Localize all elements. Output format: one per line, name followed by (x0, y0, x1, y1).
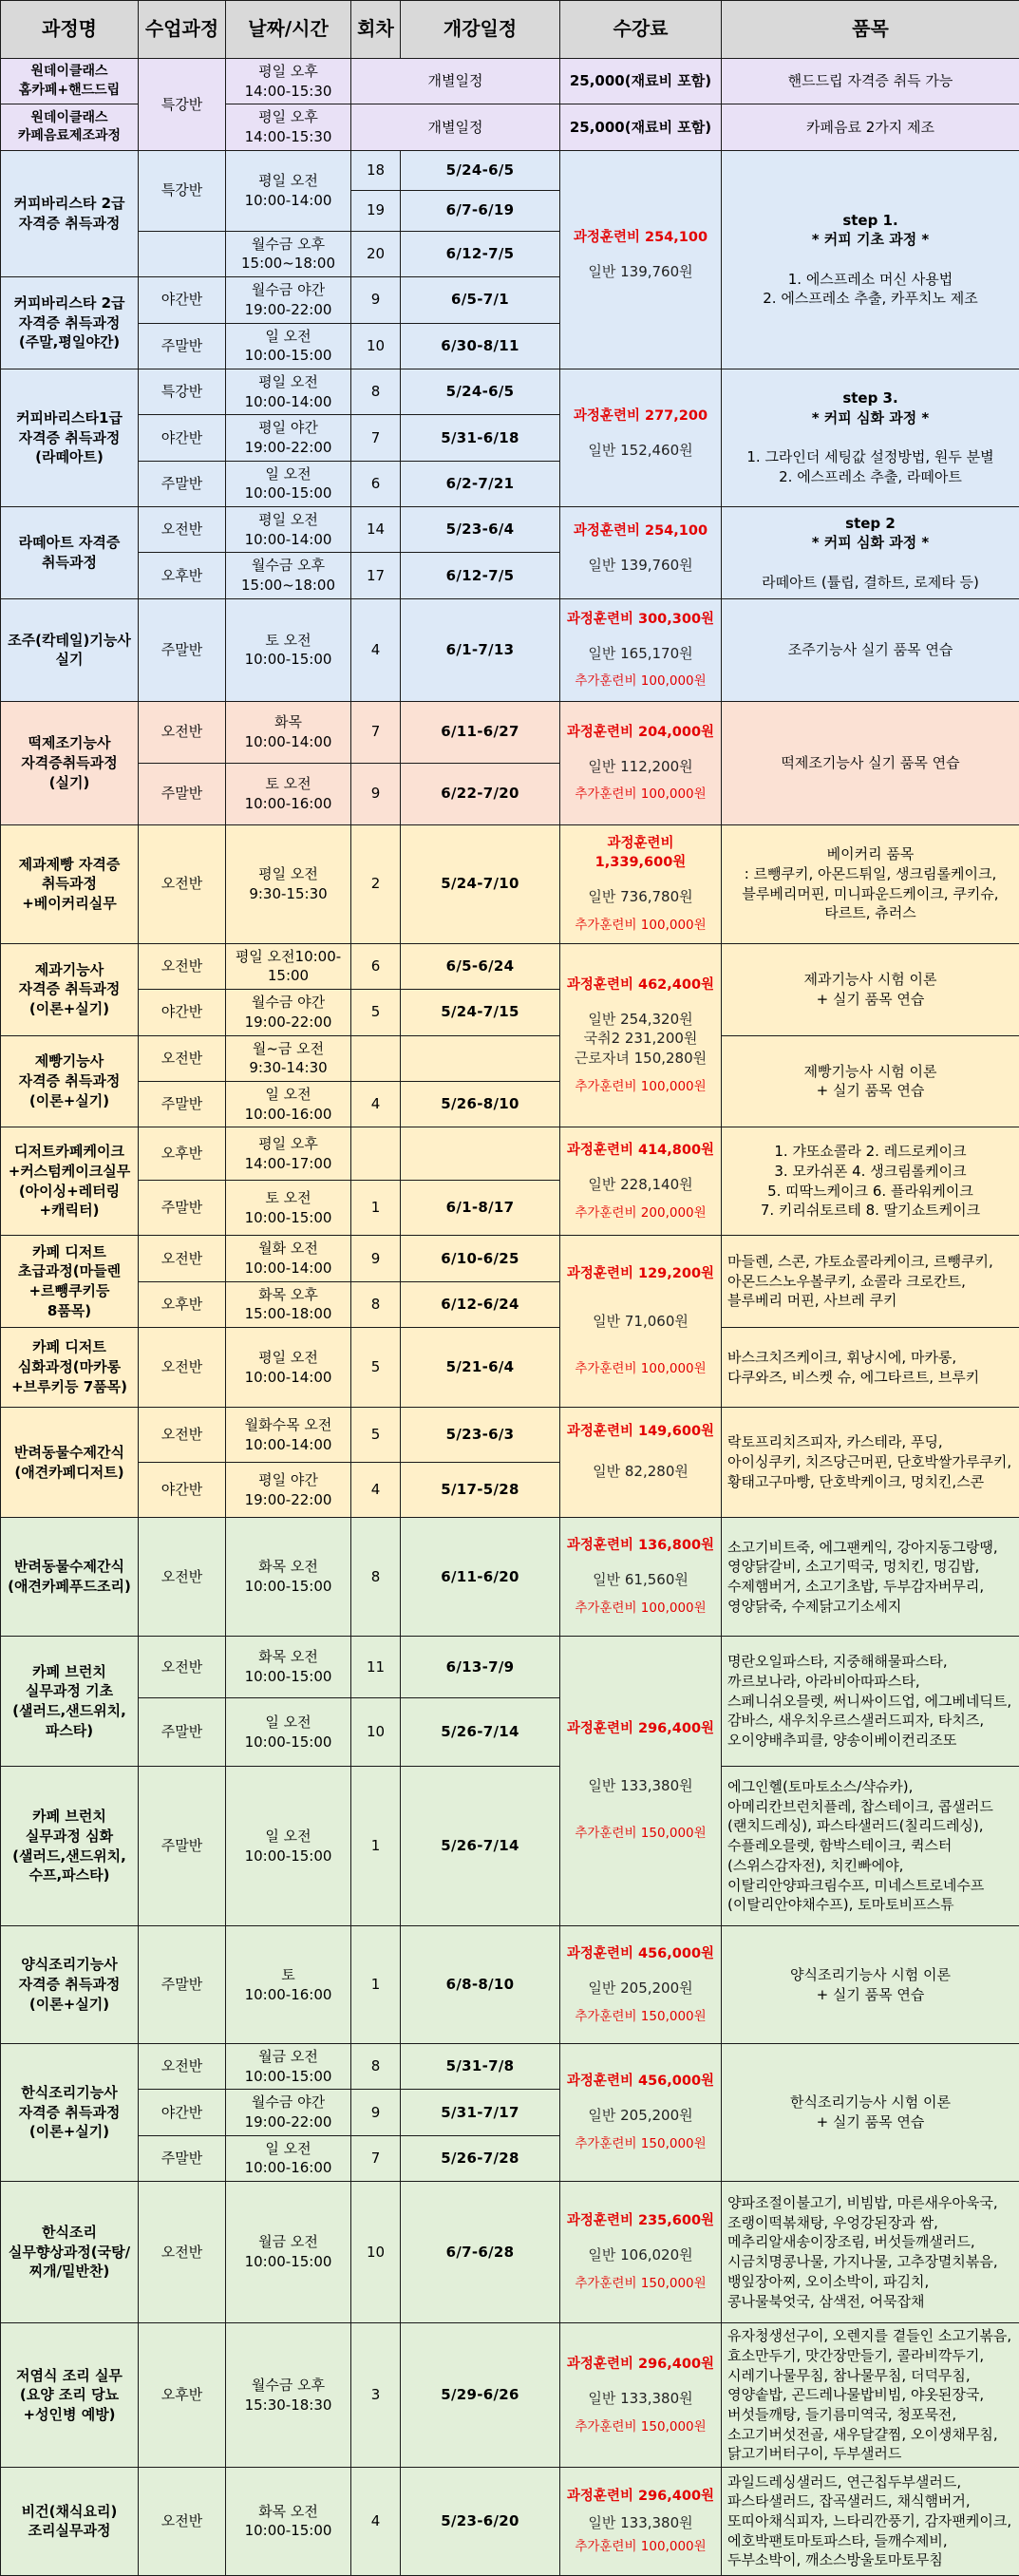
items-cell (722, 507, 1019, 599)
fee-cell (560, 701, 722, 824)
fee-cell (560, 1518, 722, 1637)
items-cell: 1. 갸또쇼콜라 2. 레드로케이크 3. 모카쉬폰 4. 생크림롤케이크 5. 띠딱느케이크 6. 플라워케이크 7. 키리쉬토르테 8. 딸기쇼트케이크 (722, 1127, 1019, 1236)
session-count: 4 (351, 1081, 401, 1127)
session-count: 1 (351, 1181, 401, 1236)
table-row (1, 1926, 1019, 2044)
class-type (139, 231, 226, 276)
fee-cell (560, 1408, 722, 1518)
header-datetime: 날짜/시간 (226, 1, 351, 59)
fee-cell (560, 2323, 722, 2468)
class-type: 오전반 (139, 1637, 226, 1698)
fee-training: 과정훈련비 254,100 (564, 228, 717, 247)
fee-training: 과정훈련비 149,600원 (564, 1422, 717, 1441)
course-name: 커피바리스타1급 자격증 취득과정 (라떼아트) (1, 369, 139, 506)
table-row (1, 1767, 1019, 1926)
fee-training: 과정훈련비 456,000원 (564, 2072, 717, 2091)
session-count: 11 (351, 1637, 401, 1698)
start-period: 6/7-6/28 (401, 2182, 560, 2323)
fee-general: 일반 106,020원 (564, 2245, 717, 2265)
class-type: 오전반 (139, 2182, 226, 2323)
fee-training: 과정훈련비 235,600원 (564, 2211, 717, 2230)
class-type: 오전반 (139, 2467, 226, 2575)
start-period: 6/7-6/19 (401, 190, 560, 231)
table-row (1, 598, 1019, 701)
items-cell: 바스크치즈케이크, 휘낭시에, 마카롱, 다쿠와즈, 비스켓 슈, 에그타르트, 브루키 (722, 1328, 1019, 1408)
start-period: 6/2-7/21 (401, 461, 560, 506)
class-datetime: 월~금 오전 9:30-14:30 (226, 1035, 351, 1081)
class-type: 주말반 (139, 461, 226, 506)
fee-training: 과정훈련비 300,300원 (564, 610, 717, 629)
class-datetime: 토 오전 10:00-15:00 (226, 598, 351, 701)
session-count: 7 (351, 415, 401, 461)
items-cell: 소고기비트죽, 에그팬케익, 강아지동그랑땡, 영양닭갈비, 소고기떡국, 멍치킨, 멍김밥, 수제햄버거, 소고기초밥, 두부감자버무리, 영양닭죽, 수제닭고기소세지 (722, 1518, 1019, 1637)
class-type: 오전반 (139, 824, 226, 943)
session-count: 20 (351, 231, 401, 276)
fee-general: 일반 112,200원 (564, 757, 717, 777)
start-period: 5/23-6/3 (401, 1408, 560, 1463)
class-type: 오후반 (139, 1281, 226, 1327)
fee-cell (560, 1236, 722, 1408)
session-count: 19 (351, 190, 401, 231)
class-type: 오전반 (139, 1408, 226, 1463)
start-period: 5/26-8/10 (401, 1081, 560, 1127)
fee-cell (560, 150, 722, 369)
start-period: 5/31-6/18 (401, 415, 560, 461)
session-count: 8 (351, 369, 401, 414)
session-count: 9 (351, 277, 401, 323)
items-cell: 카페음료 2가지 제조 (722, 104, 1019, 150)
class-datetime: 화목 오후 15:00-18:00 (226, 1281, 351, 1327)
class-type: 오전반 (139, 943, 226, 989)
class-datetime: 토 오전 10:00-16:00 (226, 763, 351, 824)
table-row (1, 1236, 1019, 1281)
header-items: 품목 (722, 1, 1019, 59)
fee-general: 일반 736,780원 (564, 887, 717, 907)
class-type: 주말반 (139, 1181, 226, 1236)
session-count: 4 (351, 2467, 401, 2575)
fee-general: 일반 133,380원 (564, 2513, 717, 2533)
table-row (1, 824, 1019, 943)
fee-general: 일반 139,760원 (564, 556, 717, 576)
items-cell: 유자청생선구이, 오렌지를 곁들인 소고기볶음, 효소만두기, 맛간장만들기, 콜라비깍두기, 시레기나물무침, 참나물무침, 더덕무침, 영양솥밥, 곤드레나물밥비빔, 야옷된장국, 버섯들깨탕, 들기름미역국, 청포묵전, 소고기버섯전골, 새우달걀찜, 오이생채무침, 닭고기버터구이, 두부샐러드 (722, 2323, 1019, 2468)
class-type: 야간반 (139, 415, 226, 461)
start-period: 5/23-6/20 (401, 2467, 560, 2575)
fee-training: 과정훈련비 414,800원 (564, 1141, 717, 1160)
fee-extra: 추가훈련비 100,000원 (564, 917, 717, 935)
start-period (401, 1035, 560, 1081)
table-row (1, 701, 1019, 763)
fee-training: 과정훈련비 1,339,600원 (564, 834, 717, 872)
fee-general: 일반 133,380원 (564, 1776, 717, 1796)
course-name: 반려동물수제간식 (애견카페디저트) (1, 1408, 139, 1518)
items-cell (722, 150, 1019, 369)
class-datetime: 평일 오후 14:00-15:30 (226, 59, 351, 104)
course-name: 원데이클래스 홈카페+핸드드립 (1, 59, 139, 104)
session-count: 14 (351, 507, 401, 553)
class-datetime: 월수금 야간 19:00-22:00 (226, 990, 351, 1035)
items-body: 라떼아트 (튤립, 결하트, 로제타 등) (726, 573, 1015, 593)
fee-extra: 추가훈련비 100,000원 (564, 1600, 717, 1618)
class-datetime: 평일 야간 19:00-22:00 (226, 415, 351, 461)
class-datetime: 평일 오전 10:00-14:00 (226, 150, 351, 231)
fee-cell: 25,000(재료비 포함) (560, 104, 722, 150)
start-period: 6/11-6/27 (401, 701, 560, 763)
fee-extra: 추가훈련비 100,000원 (564, 786, 717, 804)
fee-training: 과정훈련비 254,100 (564, 521, 717, 540)
fee-general: 일반 152,460원 (564, 441, 717, 461)
session-count: 5 (351, 1328, 401, 1408)
fee-cell (560, 507, 722, 599)
class-datetime: 일 오전 10:00-15:00 (226, 323, 351, 369)
course-name: 떡제조기능사 자격증취득과정(실기) (1, 701, 139, 824)
course-name: 저염식 조리 실무 (요양 조리 당뇨+성인병 예방) (1, 2323, 139, 2468)
items-cell: 제과기능사 시험 이론 + 실기 품목 연습 (722, 943, 1019, 1035)
session-count: 17 (351, 553, 401, 598)
items-cell: 마들렌, 스콘, 갸토쇼콜라케이크, 르뺑쿠키, 아몬드스노우볼쿠키, 쇼콜라 크로칸트, 블루베리 머핀, 사브레 쿠키 (722, 1236, 1019, 1328)
session-count (351, 1035, 401, 1081)
fee-general: 일반 254,320원 국취2 231,200원 근로자녀 150,280원 (564, 1010, 717, 1069)
start-period: 5/24-6/5 (401, 150, 560, 190)
table-row (1, 2044, 1019, 2090)
course-name: 제과제빵 자격증 취득과정+베이커리실무 (1, 824, 139, 943)
session-count: 10 (351, 1698, 401, 1767)
header-fee: 수강료 (560, 1, 722, 59)
session-count: 7 (351, 701, 401, 763)
fee-training: 과정훈련비 296,400원 (564, 2487, 717, 2506)
fee-training: 과정훈련비 456,000원 (564, 1944, 717, 1963)
class-datetime: 화목 10:00-14:00 (226, 701, 351, 763)
course-name: 라떼아트 자격증 취득과정 (1, 507, 139, 599)
session-count: 4 (351, 1463, 401, 1518)
course-name: 카페 브런치 실무과정 심화(샐러드,샌드위치,수프,파스타) (1, 1767, 139, 1926)
fee-general: 일반 205,200원 (564, 2106, 717, 2126)
table-row (1, 1127, 1019, 1181)
start-period: 5/31-7/17 (401, 2090, 560, 2135)
fee-training: 과정훈련비 296,400원 (564, 1719, 717, 1738)
session-count: 9 (351, 1236, 401, 1281)
class-type: 야간반 (139, 1463, 226, 1518)
session-count: 1 (351, 1767, 401, 1926)
class-datetime: 월화수목 오전 10:00-14:00 (226, 1408, 351, 1463)
session-count: 5 (351, 1408, 401, 1463)
course-name: 제과기능사 자격증 취득과정 (이론+실기) (1, 943, 139, 1035)
fee-extra: 추가훈련비 150,000원 (564, 2008, 717, 2026)
header-session: 회차 (351, 1, 401, 59)
fee-general: 일반 165,170원 (564, 644, 717, 664)
fee-general: 일반 228,140원 (564, 1175, 717, 1195)
class-datetime: 일 오전 10:00-15:00 (226, 1767, 351, 1926)
items-title: step 3. * 커피 심화 과정 * (726, 388, 1015, 427)
class-datetime: 토 10:00-16:00 (226, 1926, 351, 2044)
start-period (401, 1127, 560, 1181)
class-type: 오후반 (139, 553, 226, 598)
start-period: 6/12-6/24 (401, 1281, 560, 1327)
fee-extra: 추가훈련비 100,000원 (564, 672, 717, 691)
start-period: 6/8-8/10 (401, 1926, 560, 2044)
session-count: 2 (351, 824, 401, 943)
class-type: 특강반 (139, 369, 226, 414)
class-type: 오전반 (139, 2044, 226, 2090)
items-cell: 제빵기능사 시험 이론 + 실기 품목 연습 (722, 1035, 1019, 1127)
start-period: 6/1-8/17 (401, 1181, 560, 1236)
fee-general: 일반 82,280원 (564, 1462, 717, 1482)
items-cell: 과일드레싱샐러드, 연근칩두부샐러드, 파스타샐러드, 잡곡샐러드, 채식햄버거, 또띠아채식피자, 느타리깐풍기, 감자팬케이크, 에호박팬토마토파스타, 들깨수제비, 두부소박이, 깨소스방울토마토무침 (722, 2467, 1019, 2575)
table-row (1, 943, 1019, 989)
start-period: 6/10-6/25 (401, 1236, 560, 1281)
class-datetime: 평일 오전 9:30-15:30 (226, 824, 351, 943)
start-period: 5/24-7/10 (401, 824, 560, 943)
table-row (1, 1328, 1019, 1408)
session-count: 10 (351, 323, 401, 369)
session-count: 1 (351, 1926, 401, 2044)
class-type: 주말반 (139, 323, 226, 369)
class-type: 특강반 (139, 59, 226, 151)
items-cell: 에그인헬(토마토소스/샥슈카), 아메리칸브런치플레, 찹스테이크, 콥샐러드(랜치드레싱), 파스타샐러드(칠리드레싱), 수플레오믈렛, 함박스테이크, 퀵스터(스위스감자전), 치킨빠에야, 이탈리안양파크림수프, 미네스트로네수프(이탈리안야채수프), 토마토비프스튜 (722, 1767, 1019, 1926)
class-datetime: 일 오전 10:00-16:00 (226, 1081, 351, 1127)
table-row (1, 150, 1019, 190)
class-type: 야간반 (139, 2090, 226, 2135)
session-count (351, 1127, 401, 1181)
start-period: 5/26-7/14 (401, 1698, 560, 1767)
session-count: 8 (351, 1518, 401, 1637)
class-datetime: 월수금 야간 19:00-22:00 (226, 2090, 351, 2135)
fee-general: 일반 133,380원 (564, 2389, 717, 2409)
header-course: 과정명 (1, 1, 139, 59)
fee-extra: 추가훈련비 200,000원 (564, 1204, 717, 1222)
class-type: 주말반 (139, 1698, 226, 1767)
class-datetime: 토 오전 10:00-15:00 (226, 1181, 351, 1236)
course-name: 반려동물수제간식 (애견카페푸드조리) (1, 1518, 139, 1637)
start-period: 6/12-7/5 (401, 553, 560, 598)
items-title: step 1. * 커피 기초 과정 * (726, 211, 1015, 250)
start-period: 5/29-6/26 (401, 2323, 560, 2468)
course-name: 제빵기능사 자격증 취득과정 (이론+실기) (1, 1035, 139, 1127)
fee-training: 과정훈련비 204,000원 (564, 723, 717, 742)
items-cell: 떡제조기능사 실기 품목 연습 (722, 701, 1019, 824)
class-type: 오전반 (139, 507, 226, 553)
class-datetime: 평일 오전 10:00-14:00 (226, 369, 351, 414)
table-row (1, 1637, 1019, 1698)
class-datetime: 월수금 야간 19:00-22:00 (226, 277, 351, 323)
fee-cell (560, 2044, 722, 2182)
class-type: 주말반 (139, 1926, 226, 2044)
class-type: 오후반 (139, 1127, 226, 1181)
class-datetime: 일 오전 10:00-16:00 (226, 2135, 351, 2181)
class-datetime: 평일 야간 19:00-22:00 (226, 1463, 351, 1518)
header-row (1, 1, 1019, 59)
fee-cell (560, 1127, 722, 1236)
fee-cell (560, 943, 722, 1127)
class-type: 오전반 (139, 1236, 226, 1281)
class-type: 주말반 (139, 1767, 226, 1926)
header-period: 개강일정 (401, 1, 560, 59)
course-name: 양식조리기능사 자격증 취득과정(이론+실기) (1, 1926, 139, 2044)
items-cell: 한식조리기능사 시험 이론 + 실기 품목 연습 (722, 2044, 1019, 2182)
fee-extra: 추가훈련비 150,000원 (564, 2418, 717, 2436)
fee-cell (560, 1637, 722, 1926)
items-body: 1. 에스프레소 머신 사용법 2. 에스프레소 추출, 카푸치노 제조 (726, 270, 1015, 309)
class-type: 특강반 (139, 150, 226, 231)
class-datetime: 평일 오전 10:00-14:00 (226, 507, 351, 553)
start-period: 6/5-6/24 (401, 943, 560, 989)
class-type: 야간반 (139, 277, 226, 323)
table-row (1, 2182, 1019, 2323)
start-period: 5/23-6/4 (401, 507, 560, 553)
items-cell: 락토프리치즈피자, 카스테라, 푸딩, 아이싱쿠키, 치즈당근머핀, 단호박쌀가루쿠키, 황태고구마빵, 단호박케이크, 멍치킨,스콘 (722, 1408, 1019, 1518)
start-period: 6/30-8/11 (401, 323, 560, 369)
course-name: 카페 브런치 실무과정 기초(샐러드,샌드위치,파스타) (1, 1637, 139, 1767)
fee-extra: 추가훈련비 150,000원 (564, 2275, 717, 2293)
class-datetime: 화목 오전 10:00-15:00 (226, 2467, 351, 2575)
start-period: 6/11-6/20 (401, 1518, 560, 1637)
fee-cell (560, 2182, 722, 2323)
items-cell: 베이커리 품목 : 르뺑쿠키, 아몬드튀일, 생크림롤케이크, 블루베리머핀, 미니파운드케이크, 쿠키슈, 타르트, 츄러스 (722, 824, 1019, 943)
start-period: 개별일정 (351, 104, 560, 150)
class-type: 오전반 (139, 1518, 226, 1637)
fee-cell (560, 824, 722, 943)
start-period: 개별일정 (351, 59, 560, 104)
fee-training: 과정훈련비 136,800원 (564, 1536, 717, 1555)
fee-extra: 추가훈련비 150,000원 (564, 1825, 717, 1843)
header-type: 수업과정 (139, 1, 226, 59)
session-count: 9 (351, 2090, 401, 2135)
class-datetime: 화목 오전 10:00-15:00 (226, 1518, 351, 1637)
class-datetime: 평일 오전 10:00-14:00 (226, 1328, 351, 1408)
start-period: 5/21-6/4 (401, 1328, 560, 1408)
class-datetime: 월수금 오후 15:30-18:30 (226, 2323, 351, 2468)
start-period: 6/13-7/9 (401, 1637, 560, 1698)
course-name: 조주(칵테일)기능사 실기 (1, 598, 139, 701)
session-count: 3 (351, 2323, 401, 2468)
fee-extra: 추가훈련비 100,000원 (564, 1360, 717, 1378)
start-period: 6/5-7/1 (401, 277, 560, 323)
course-name: 카페 디저트 초급과정(마들렌+르뺑쿠키등 8품목) (1, 1236, 139, 1328)
start-period: 6/1-7/13 (401, 598, 560, 701)
fee-training: 과정훈련비 296,400원 (564, 2355, 717, 2374)
fee-cell (560, 1926, 722, 2044)
class-datetime: 일 오전 10:00-15:00 (226, 1698, 351, 1767)
session-count: 4 (351, 598, 401, 701)
class-type: 오전반 (139, 701, 226, 763)
items-body: 1. 그라인더 세팅값 설정방법, 원두 분별 2. 에스프레소 추출, 라떼아트 (726, 447, 1015, 486)
table-row (1, 1408, 1019, 1463)
start-period: 5/31-7/8 (401, 2044, 560, 2090)
fee-extra: 추가훈련비 150,000원 (564, 2135, 717, 2153)
class-datetime: 평일 오후 14:00-17:00 (226, 1127, 351, 1181)
class-datetime: 일 오전 10:00-15:00 (226, 461, 351, 506)
course-name: 원데이클래스 카페음료제조과정 (1, 104, 139, 150)
class-datetime: 화목 오전 10:00-15:00 (226, 1637, 351, 1698)
session-count: 6 (351, 943, 401, 989)
course-name: 커피바리스타 2급 자격증 취득과정 (주말,평일야간) (1, 277, 139, 369)
table-row (1, 2467, 1019, 2575)
session-count: 18 (351, 150, 401, 190)
fee-extra: 추가훈련비 100,000원 (564, 1078, 717, 1096)
start-period: 5/17-5/28 (401, 1463, 560, 1518)
start-period: 6/12-7/5 (401, 231, 560, 276)
course-name: 비건(채식요리)조리실무과정 (1, 2467, 139, 2575)
session-count: 6 (351, 461, 401, 506)
course-name: 디저트카페케이크+커스텀케이크실무(아이싱+레터링+캐릭터) (1, 1127, 139, 1236)
table-row (1, 507, 1019, 553)
table-row (1, 2323, 1019, 2468)
fee-general: 일반 61,560원 (564, 1570, 717, 1590)
fee-general: 일반 205,200원 (564, 1979, 717, 1998)
class-datetime: 평일 오후 14:00-15:30 (226, 104, 351, 150)
fee-general: 일반 71,060원 (564, 1312, 717, 1332)
course-name: 카페 디저트 심화과정(마카롱+브루키등 7품목) (1, 1328, 139, 1408)
fee-training: 과정훈련비 129,200원 (564, 1264, 717, 1283)
start-period: 5/24-6/5 (401, 369, 560, 414)
items-cell: 조주기능사 실기 품목 연습 (722, 598, 1019, 701)
fee-cell (560, 2467, 722, 2575)
fee-cell (560, 598, 722, 701)
items-cell: 명란오일파스타, 지중해해물파스타, 까르보나라, 아라비아따파스타, 스페니쉬오믈렛, 써니싸이드업, 에그베네딕트, 감바스, 새우치우르스샐러드피자, 타치즈, 오이양배추피클, 양송이베이컨리조또 (722, 1637, 1019, 1767)
class-datetime: 월수금 오후 15:00~18:00 (226, 553, 351, 598)
session-count: 5 (351, 990, 401, 1035)
course-name: 커피바리스타 2급 자격증 취득과정 (1, 150, 139, 276)
class-type: 오전반 (139, 1328, 226, 1408)
class-datetime: 월금 오전 10:00-15:00 (226, 2182, 351, 2323)
start-period: 5/24-7/15 (401, 990, 560, 1035)
class-type: 오후반 (139, 2323, 226, 2468)
class-datetime: 월화 오전 10:00-14:00 (226, 1236, 351, 1281)
fee-cell: 25,000(재료비 포함) (560, 59, 722, 104)
table-row (1, 1035, 1019, 1081)
table-row (1, 369, 1019, 414)
fee-training: 과정훈련비 277,200 (564, 407, 717, 426)
course-name: 한식조리 실무향상과정(국탕/찌개/밑반찬) (1, 2182, 139, 2323)
class-type: 주말반 (139, 598, 226, 701)
class-type: 야간반 (139, 990, 226, 1035)
start-period: 6/22-7/20 (401, 763, 560, 824)
fee-general: 일반 139,760원 (564, 262, 717, 282)
table-row (1, 59, 1019, 104)
items-cell: 핸드드립 자격증 취득 가능 (722, 59, 1019, 104)
class-datetime: 평일 오전10:00-15:00 (226, 943, 351, 989)
start-period: 5/26-7/14 (401, 1767, 560, 1926)
session-count: 8 (351, 2044, 401, 2090)
items-cell: 양식조리기능사 시험 이론 + 실기 품목 연습 (722, 1926, 1019, 2044)
session-count: 10 (351, 2182, 401, 2323)
fee-training: 과정훈련비 462,400원 (564, 975, 717, 994)
start-period: 5/26-7/28 (401, 2135, 560, 2181)
session-count: 8 (351, 1281, 401, 1327)
class-type: 오전반 (139, 1035, 226, 1081)
items-title: step 2 * 커피 심화 과정 * (726, 514, 1015, 553)
course-name: 한식조리기능사 자격증 취득과정(이론+실기) (1, 2044, 139, 2182)
session-count: 7 (351, 2135, 401, 2181)
session-count: 9 (351, 763, 401, 824)
table-row (1, 1518, 1019, 1637)
class-type: 주말반 (139, 1081, 226, 1127)
fee-extra: 추가훈련비 100,000원 (564, 2538, 717, 2556)
class-datetime: 월금 오전 10:00-15:00 (226, 2044, 351, 2090)
class-datetime: 월수금 오후 15:00~18:00 (226, 231, 351, 276)
class-type: 주말반 (139, 763, 226, 824)
items-cell (722, 369, 1019, 506)
items-cell: 양파조절이불고기, 비빔밥, 마른새우아욱국, 조랭이떡볶채탕, 우엉강된장과 쌈, 메추리알새송이장조림, 버섯들깨샐러드, 시금치명콩나물, 가지나물, 고추장멸치볶음, 뱅잎장아찌, 오이소박이, 파김치, 콩나물북엇국, 삼색전, 어묵잡채 (722, 2182, 1019, 2323)
fee-cell (560, 369, 722, 506)
class-type: 주말반 (139, 2135, 226, 2181)
